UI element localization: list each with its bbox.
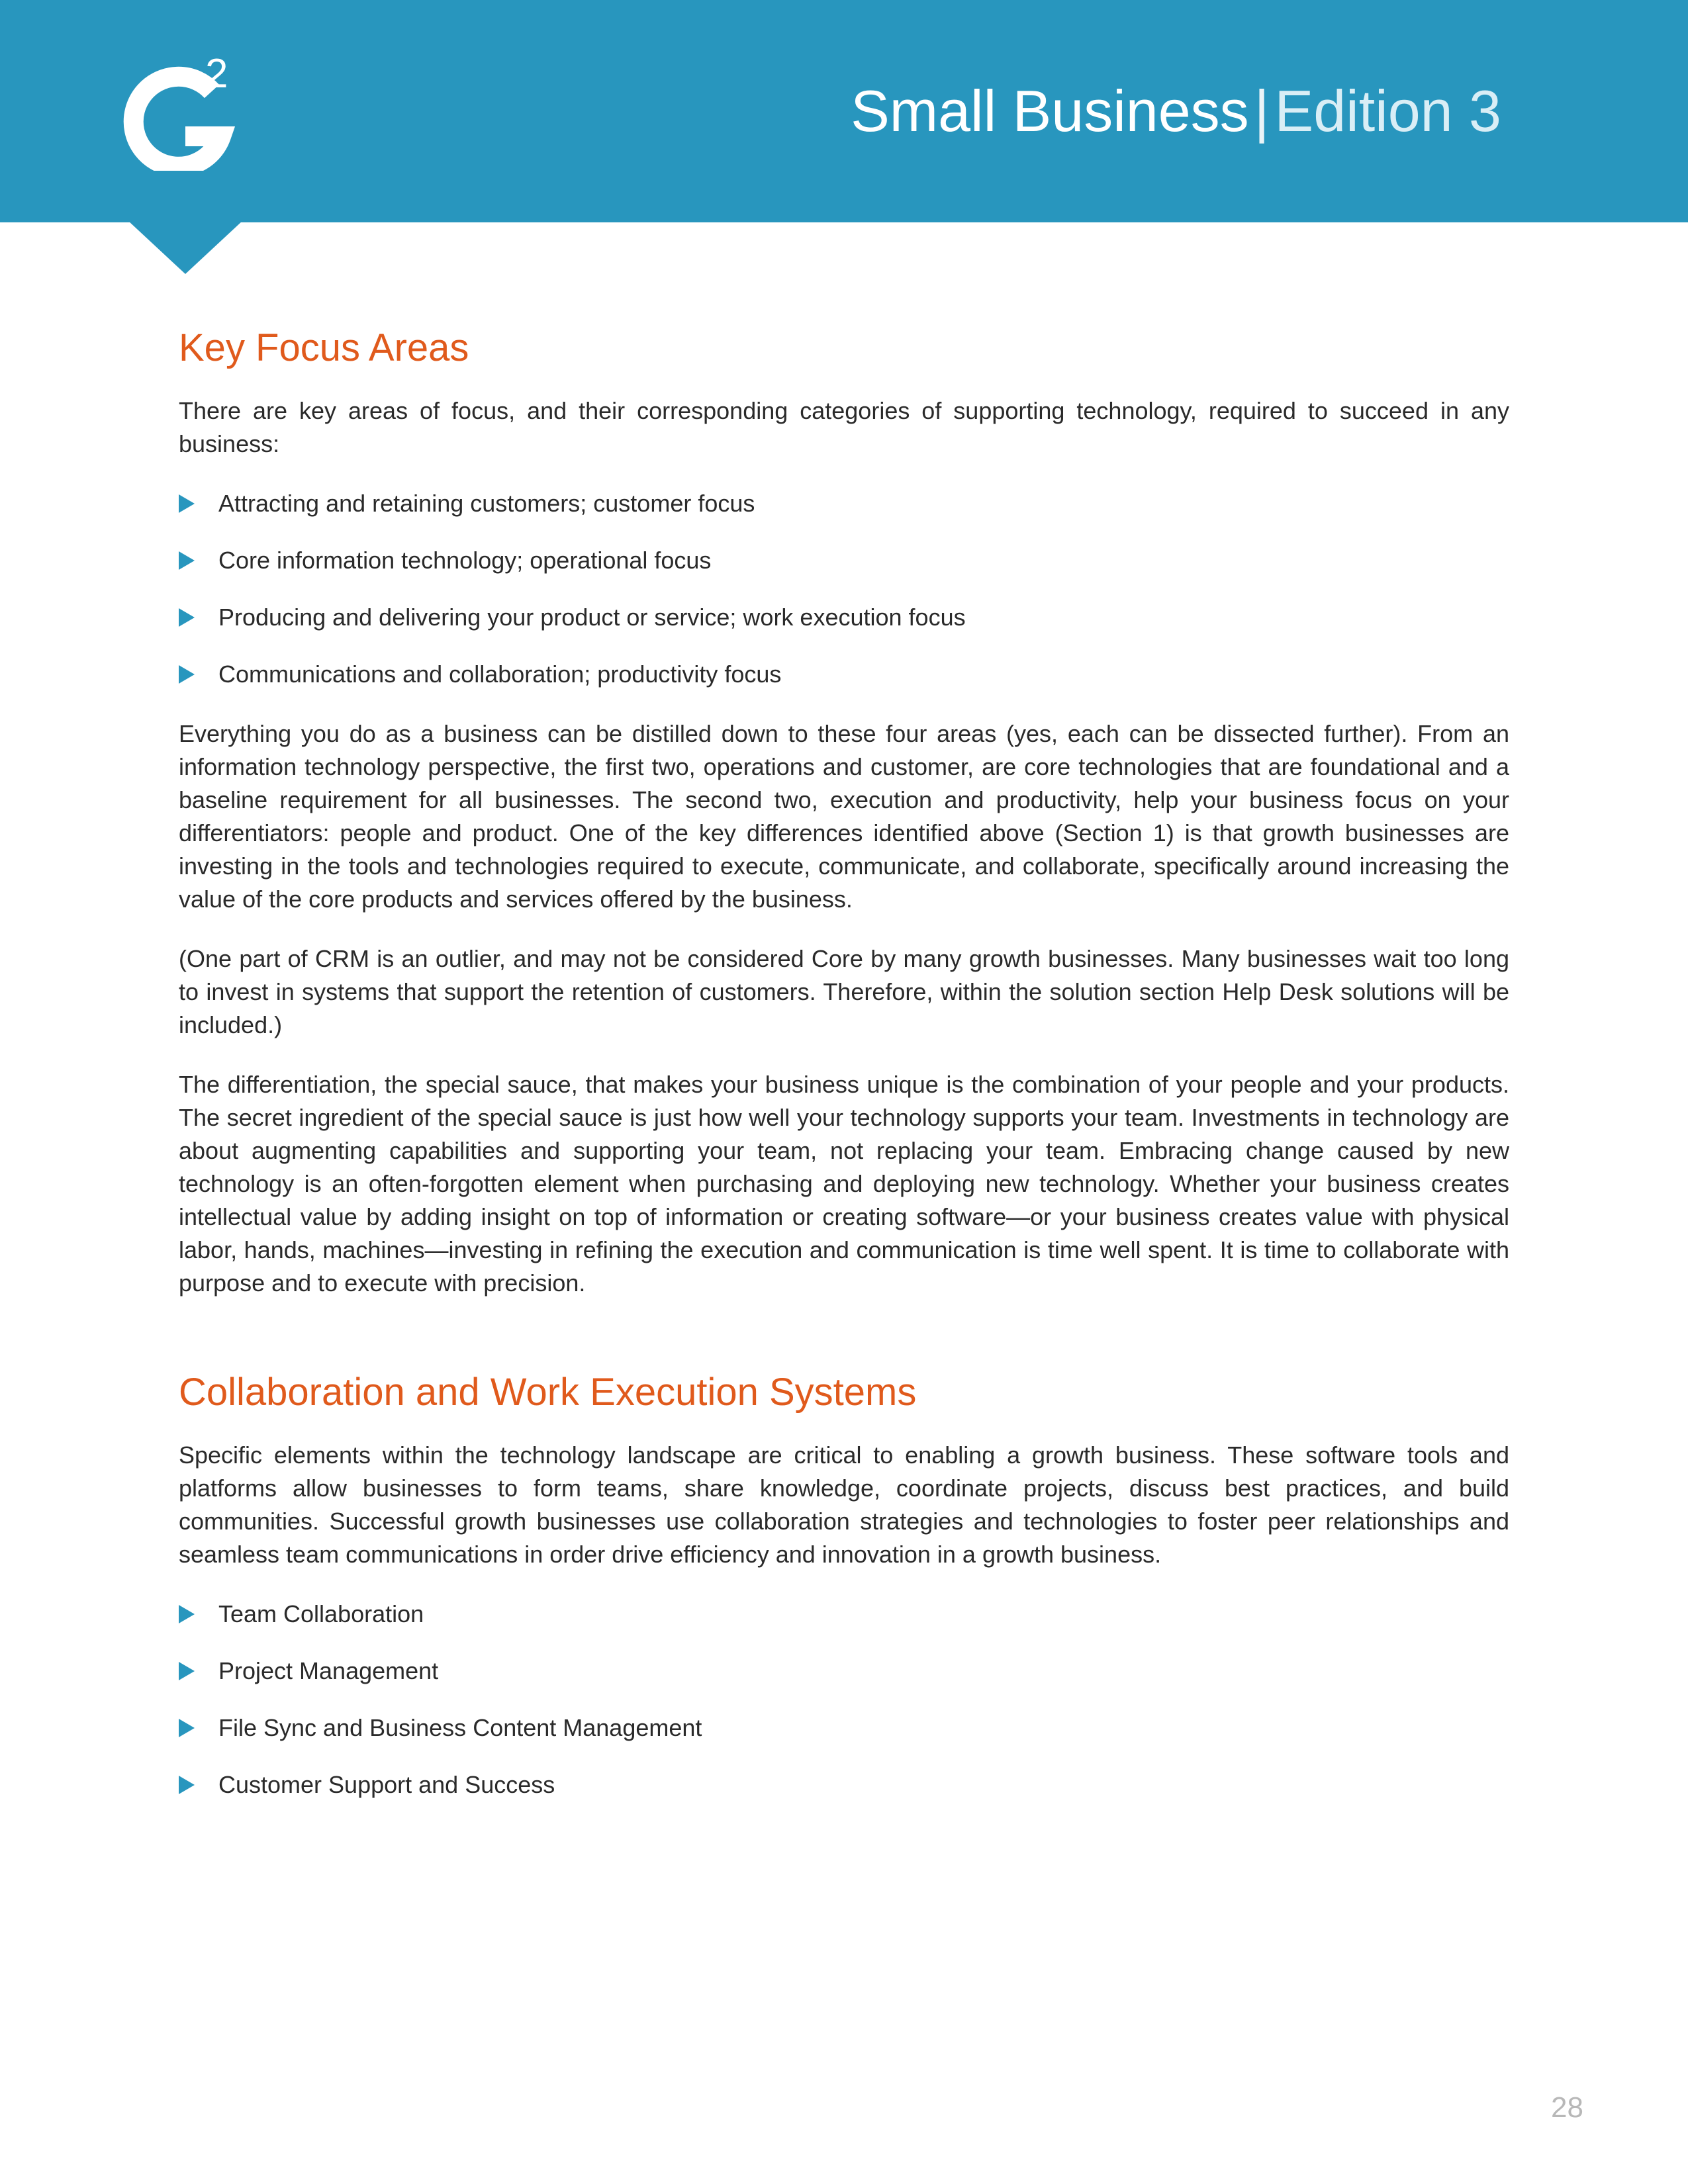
svg-text:2: 2 <box>205 52 228 97</box>
page-number: 28 <box>1551 2091 1583 2124</box>
document-title <box>851 71 1501 151</box>
body-paragraph: (One part of CRM is an outlier, and may not be considered Core by many growth businesses. Many businesses wait too long to invest in systems that support the retention of customers. Therefore, within the solution section Help Desk solutions will be included.) <box>179 945 1509 1038</box>
triangle-right-icon <box>179 1662 195 1680</box>
header-notch <box>128 221 242 274</box>
page-content <box>179 322 1509 1828</box>
list-item <box>179 1768 1509 1801</box>
list-item-text: Producing and delivering your product or service; work execution focus <box>218 604 966 631</box>
section-intro: There are key areas of focus, and their corresponding categories of supporting technology, required to succeed in any business: <box>179 397 1509 457</box>
body-paragraph: The differentiation, the special sauce, that makes your business unique is the combination of your people and your products. The secret ingredient of the special sauce is just how well your technology supports your team. Investments in technology are about augmenting capabilities and supporting your team, not replacing your team. Embracing change caused by new technology is an often-forgotten element when purchasing and deploying new technology. Whether your business creates intellectual value by adding insight on top of information or creating software—or your business creates value with physical labor, hands, machines—investing in refining the execution and communication is time well spent. It is time to collaborate with purpose and to execute with precision. <box>179 1071 1509 1297</box>
list-item-text: Core information technology; operational focus <box>218 547 712 574</box>
list-item-text: Communications and collaboration; productivity focus <box>218 660 782 688</box>
list-item <box>179 1598 1509 1631</box>
list-item-text: File Sync and Business Content Management <box>218 1714 702 1741</box>
title-edition: Edition 3 <box>1274 78 1501 144</box>
page-header <box>0 0 1688 222</box>
title-main: Small Business <box>851 78 1249 144</box>
section-spacer <box>179 1326 1509 1366</box>
title-separator: | <box>1254 78 1270 144</box>
triangle-right-icon <box>179 1776 195 1794</box>
section-heading-collaboration: Collaboration and Work Execution Systems <box>179 1371 917 1414</box>
triangle-right-icon <box>179 551 195 570</box>
list-item <box>179 658 1509 691</box>
focus-areas-list <box>179 487 1509 691</box>
section-heading-key-focus-areas: Key Focus Areas <box>179 326 469 369</box>
list-item <box>179 1711 1509 1745</box>
list-item <box>179 544 1509 577</box>
triangle-right-icon <box>179 665 195 684</box>
triangle-right-icon <box>179 608 195 627</box>
triangle-right-icon <box>179 1605 195 1623</box>
g2-logo-icon <box>120 52 246 171</box>
collaboration-list <box>179 1598 1509 1801</box>
list-item <box>179 487 1509 520</box>
list-item-text: Project Management <box>218 1657 439 1684</box>
triangle-right-icon <box>179 1719 195 1737</box>
list-item <box>179 601 1509 634</box>
list-item-text: Customer Support and Success <box>218 1771 555 1798</box>
triangle-right-icon <box>179 494 195 513</box>
list-item <box>179 1655 1509 1688</box>
body-paragraph: Everything you do as a business can be distilled down to these four areas (yes, each can be dissected further). From an information technology perspective, the first two, operations and customer, are core technologies that are foundational and a baseline requirement for all businesses. The second two, execution and productivity, help your business focus on your differentiators: people and product. One of the key differences identified above (Section 1) is that growth businesses are investing in the tools and technologies required to execute, communicate, and collaborate, specifically around increasing the value of the core products and services offered by the business. <box>179 720 1509 913</box>
list-item-text: Attracting and retaining customers; customer focus <box>218 490 755 517</box>
list-item-text: Team Collaboration <box>218 1600 424 1627</box>
section-intro: Specific elements within the technology landscape are critical to enabling a growth business. These software tools and platforms allow businesses to form teams, share knowledge, coordinate projects, discuss best practices, and build communities. Successful growth businesses use collaboration strategies and technologies to foster peer relationships and seamless team communications in order drive efficiency and innovation in a growth business. <box>179 1441 1509 1568</box>
